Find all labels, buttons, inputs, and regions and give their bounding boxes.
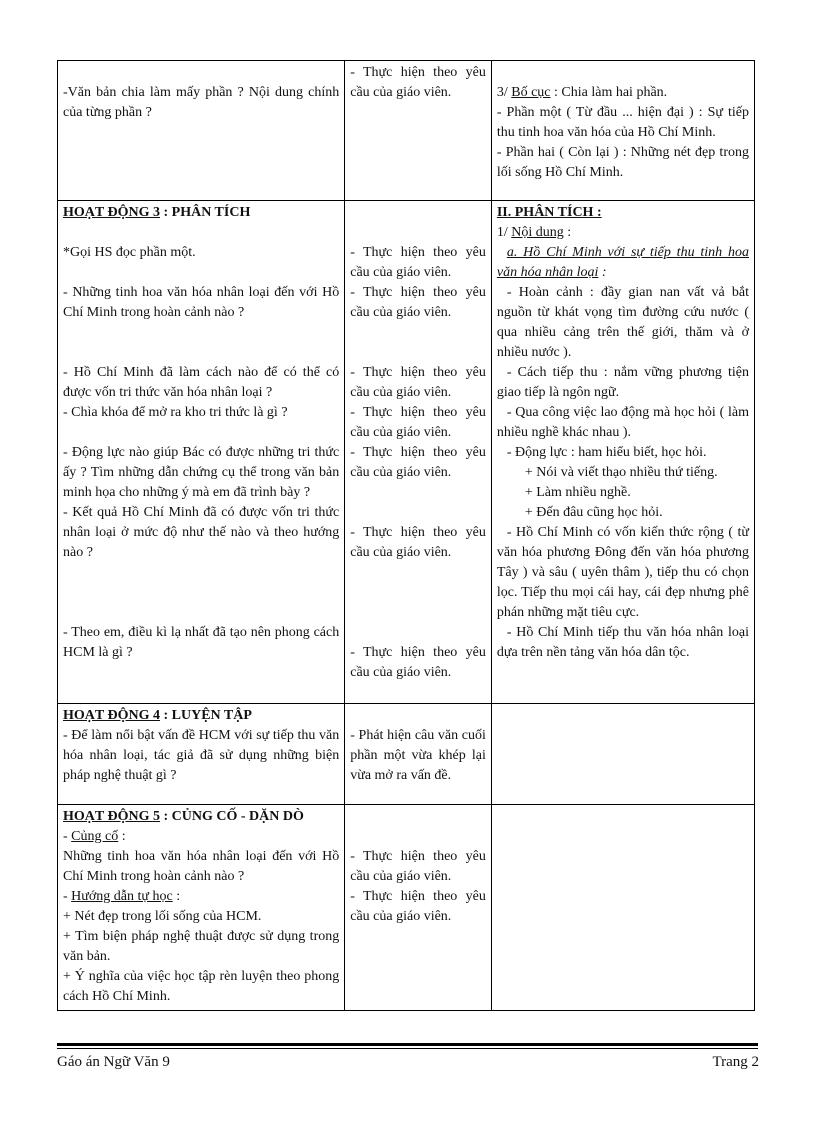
question-text: - Để làm nổi bật vấn đề HCM với sự tiếp thu văn hóa nhân loại, tác giả đã sử dụng những biện pháp nghệ thuật gì ? <box>63 728 340 783</box>
activity-title: HOẠT ĐỘNG 3 : PHÂN TÍCH <box>63 205 251 220</box>
section-heading: II. PHÂN TÍCH : <box>496 205 602 220</box>
student-action: - Phát hiện câu văn cuối phần một vừa khép lại vừa mở ra vấn đề. <box>350 728 486 783</box>
huongdan-heading: - Hướng dẫn tự học : <box>63 889 181 904</box>
student-activity-cell <box>345 704 492 805</box>
question-text: - Những tinh hoa văn hóa nhân loại đến với Hồ Chí Minh trong hoàn cảnh nào ? <box>63 285 340 320</box>
student-action: - Thực hiện theo yêu cầu của giáo viên. <box>350 365 486 400</box>
student-action: - Thực hiện theo yêu cầu của giáo viên. <box>350 285 486 320</box>
activity-title: HOẠT ĐỘNG 5 : CỦNG CỐ - DẶN DÒ <box>63 809 304 824</box>
footer-rule-thin <box>57 1048 758 1049</box>
content-text: - Động lực : ham hiểu biết, học hỏi. <box>506 445 707 460</box>
content-text: - Phần một ( Từ đầu ... hiện đại ) : Sự tiếp thu tinh hoa văn hóa của Hồ Chí Minh. <box>496 105 749 140</box>
student-activity-cell <box>345 805 492 1011</box>
row-review <box>58 805 755 1011</box>
student-action: - Thực hiện theo yêu cầu của giáo viên. <box>350 405 486 440</box>
activity-title: HOẠT ĐỘNG 4 : LUYỆN TẬP <box>63 708 252 723</box>
content-text: - Hoàn cảnh : đầy gian nan vất vả bắt nguồn từ khát vọng tìm đường cứu nước ( qua nhiều cảng trên thế giới, thăm và ở nhiều nước ). <box>496 285 749 360</box>
student-activity-cell <box>345 201 492 704</box>
content-text: - Phần hai ( Còn lại ) : Những nét đẹp trong lối sống Hồ Chí Minh. <box>496 145 749 180</box>
list-item: + Nét đẹp trong lối sống của HCM. <box>63 909 262 924</box>
teacher-activity-cell <box>58 704 345 805</box>
teacher-activity-cell <box>58 61 345 201</box>
teacher-activity-cell <box>58 805 345 1011</box>
student-action: - Thực hiện theo yêu cầu của giáo viên. <box>350 849 486 884</box>
content-text: - Hồ Chí Minh có vốn kiến thức rộng ( từ văn hóa phương Đông đến văn hóa phương Tây ) và sâu ( uyên thâm ), tiếp thu có chọn lọc. Tiếp thu mọi cái hay, cái đẹp nhưng phê phán những mặt tiêu cực. <box>496 525 749 620</box>
page-number: Trang 2 <box>712 1054 759 1070</box>
student-action: - Thực hiện theo yêu cầu của giáo viên. <box>350 245 486 280</box>
question-text: - Theo em, điều kì lạ nhất đã tạo nên phong cách HCM là gì ? <box>63 625 340 660</box>
content-text: - Qua công việc lao động mà học hỏi ( làm nhiều nghề khác nhau ). <box>496 405 749 440</box>
point-heading: a. Hồ Chí Minh với sự tiếp thu tinh hoa văn hóa nhân loại : <box>496 245 749 280</box>
student-action: - Thực hiện theo yêu cầu của giáo viên. <box>350 645 486 680</box>
footer-title: Gáo án Ngữ Văn 9 <box>57 1054 170 1070</box>
content-text: + Làm nhiều nghề. <box>524 485 631 500</box>
content-text: - Hồ Chí Minh tiếp thu văn hóa nhân loại dựa trên nền tảng văn hóa dân tộc. <box>496 625 749 660</box>
question-text: Những tinh hoa văn hóa nhân loại đến với Hồ Chí Minh trong hoàn cảnh nào ? <box>63 849 340 884</box>
lesson-table <box>57 60 755 1011</box>
student-action: - Thực hiện theo yêu cầu của giáo viên. <box>350 525 486 560</box>
question-text: - Hồ Chí Minh đã làm cách nào để có thể có được vốn tri thức văn hóa nhân loại ? <box>63 365 340 400</box>
list-item: + Ý nghĩa của việc học tập rèn luyện theo phong cách Hồ Chí Minh. <box>63 969 340 1004</box>
student-action: - Thực hiện theo yêu cầu của giáo viên. <box>350 445 486 480</box>
content-cell <box>491 201 754 704</box>
content-cell <box>491 704 754 805</box>
student-action: - Thực hiện theo yêu cầu của giáo viên. <box>350 65 486 100</box>
content-text: - Cách tiếp thu : nắm vững phương tiện giao tiếp là ngôn ngữ. <box>496 365 749 400</box>
content-cell <box>491 805 754 1011</box>
content-text: + Nói và viết thạo nhiều thứ tiếng. <box>524 465 718 480</box>
question-text: -Văn bản chia làm mấy phần ? Nội dung chính của từng phần ? <box>63 85 340 120</box>
list-item: + Tìm biện pháp nghệ thuật được sử dụng trong văn bản. <box>63 929 340 964</box>
student-action: - Thực hiện theo yêu cầu của giáo viên. <box>350 889 486 924</box>
cungco-heading: - Củng cố : <box>63 829 126 844</box>
content-text: + Đến đâu cũng học hỏi. <box>524 505 663 520</box>
question-text: - Động lực nào giúp Bác có được những tri thức ấy ? Tìm những dẫn chứng cụ thể trong văn bản minh họa cho những ý mà em đã trình bày ? <box>63 445 340 500</box>
student-activity-cell <box>345 61 492 201</box>
question-text: *Gọi HS đọc phần một. <box>63 245 196 260</box>
sub-heading: 1/ Nội dung : <box>496 225 572 240</box>
row-practice <box>58 704 755 805</box>
row-analysis <box>58 201 755 704</box>
teacher-activity-cell <box>58 201 345 704</box>
question-text: - Kết quả Hồ Chí Minh đã có được vốn tri thức nhân loại ở mức độ như thế nào và theo hướng nào ? <box>63 505 340 560</box>
question-text: - Chìa khóa để mở ra kho tri thức là gì ? <box>63 405 288 420</box>
footer-rule-thick <box>57 1043 758 1046</box>
section-heading: 3/ Bố cục : Chia làm hai phần. <box>496 85 668 100</box>
row-structure <box>58 61 755 201</box>
content-cell <box>491 61 754 201</box>
